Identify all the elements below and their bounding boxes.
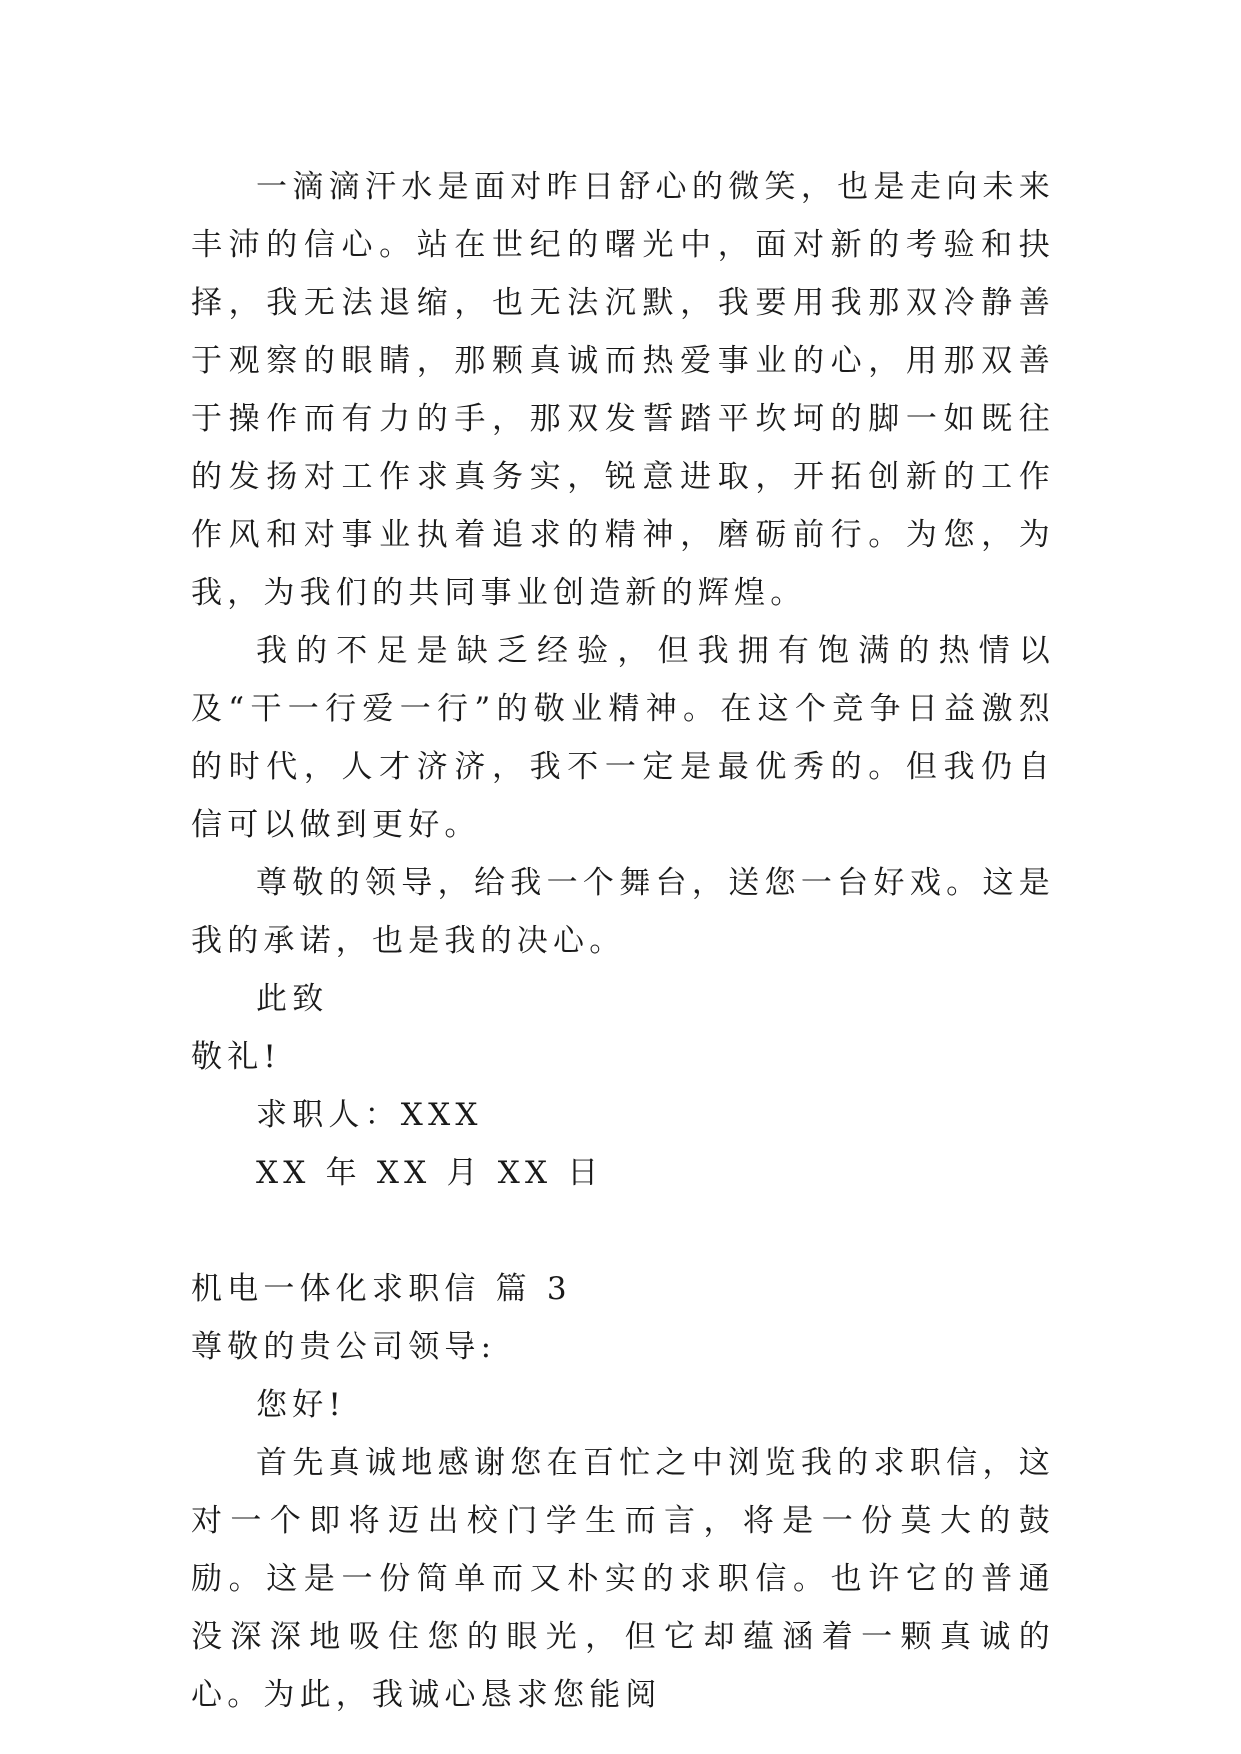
letter3-title: 机电一体化求职信 篇 3 bbox=[191, 1271, 572, 1307]
letter2-paragraph-1: 一滴滴汗水是面对昨日舒心的微笑，也是走向未来丰沛的信心。站在世纪的曙光中，面对新的考验和抉择，我无法退缩，也无法沉默，我要用我那双冷静善于观察的眼睛，那颗真诚而热爱事业的心，用那双善于操作而有力的手，那双发誓踏平坎坷的脚一如既往的发扬对工作求真务实，锐意进取，开拓创新的工作作风和对事业执着追求的精神，磨砺前行。为您，为我，为我们的共同事业创造新的辉煌。 bbox=[191, 169, 1055, 611]
letter3-greeting: 您好! bbox=[256, 1387, 347, 1423]
letter2-salute: 敬礼! bbox=[191, 1039, 282, 1075]
letter2-paragraph-3: 尊敬的领导，给我一个舞台，送您一台好戏。这是我的承诺，也是我的决心。 bbox=[191, 865, 1055, 959]
letter3-recipient: 尊敬的贵公司领导: bbox=[191, 1329, 497, 1365]
section-gap bbox=[191, 1202, 1055, 1260]
letter2-signature: 求职人：XXX bbox=[256, 1097, 483, 1133]
letter3-paragraph-1: 首先真诚地感谢您在百忙之中浏览我的求职信，这对一个即将迈出校门学生而言，将是一份莫大的鼓励。这是一份简单而又朴实的求职信。也许它的普通没深深地吸住您的眼光，但它却蕴涵着一颗真诚的心。为此，我诚心恳求您能阅 bbox=[191, 1445, 1055, 1713]
letter2-paragraph-2: 我的不足是缺乏经验，但我拥有饱满的热情以及“干一行爱一行”的敬业精神。在这个竞争日益激烈的时代，人才济济，我不一定是最优秀的。但我仍自信可以做到更好。 bbox=[191, 633, 1055, 843]
document-page bbox=[191, 158, 1055, 1724]
letter2-date: XX 年 XX 月 XX 日 bbox=[256, 1155, 604, 1191]
letter2-closing: 此致 bbox=[256, 981, 329, 1017]
